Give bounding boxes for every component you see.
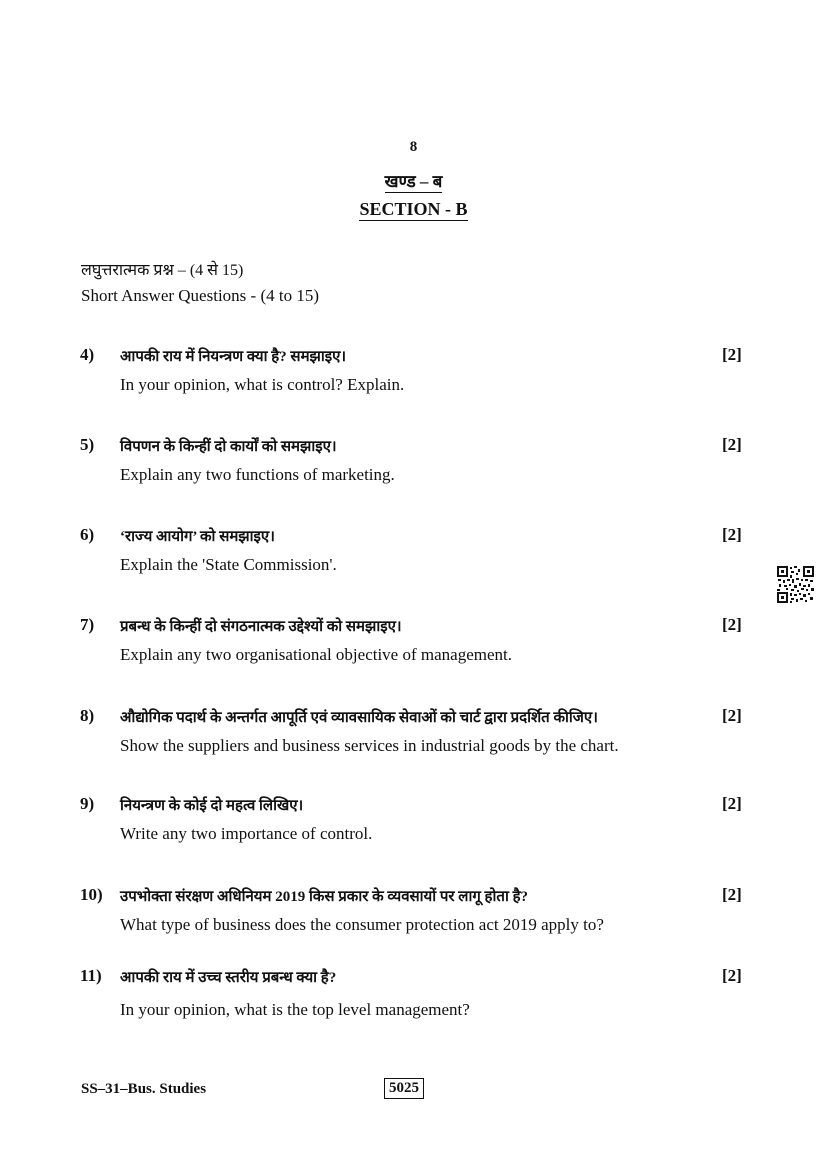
question-number: 4): [80, 345, 95, 364]
question-text-english: Show the suppliers and business services in industrial goods by the chart.: [120, 736, 619, 755]
question-number: 10): [80, 885, 103, 904]
footer-subject-code: SS–31–Bus. Studies: [81, 1081, 207, 1097]
question-number: 7): [80, 615, 95, 634]
question-text-hindi: विपणन के किन्हीं दो कार्यों को समझाइए।: [120, 439, 337, 455]
question-number: 8): [80, 706, 95, 725]
question-number: 6): [80, 525, 95, 544]
question-marks: [2]: [722, 885, 742, 904]
question-marks: [2]: [722, 345, 742, 364]
question-text-hindi: आपकी राय में नियन्त्रण क्या है? समझाइए।: [120, 349, 347, 365]
question-text-english: In your opinion, what is the top level management?: [120, 1000, 470, 1019]
question-marks: [2]: [722, 794, 742, 813]
question-marks: [2]: [722, 525, 742, 544]
question-marks: [2]: [722, 435, 742, 454]
intro-hindi: लघुत्तरात्मक प्रश्न – (4 से 15): [81, 262, 244, 279]
question-text-english: Explain any two functions of marketing.: [120, 465, 395, 484]
question-marks: [2]: [722, 706, 742, 725]
question-text-english: Explain any two organisational objective of management.: [120, 645, 512, 664]
question-text-hindi: नियन्त्रण के कोई दो महत्व लिखिए।: [120, 798, 304, 814]
question-text-english: Write any two importance of control.: [120, 824, 373, 843]
question-text-hindi: ‘राज्य आयोग’ को समझाइए।: [120, 529, 275, 545]
question-marks: [2]: [722, 966, 742, 985]
question-number: 11): [80, 966, 102, 985]
question-text-hindi: आपकी राय में उच्च स्तरीय प्रबन्ध क्या है?: [120, 970, 337, 986]
footer-paper-code: 5025: [384, 1078, 424, 1099]
question-text-hindi: उपभोक्ता संरक्षण अधिनियम 2019 किस प्रकार के व्यवसायों पर लागू होता है?: [120, 889, 529, 905]
qr-code-icon: [777, 566, 814, 603]
page-number: 8: [409, 139, 418, 155]
question-text-english: What type of business does the consumer protection act 2019 apply to?: [120, 915, 604, 934]
question-number: 5): [80, 435, 95, 454]
section-title-english: SECTION - B: [359, 199, 468, 219]
question-text-english: Explain the 'State Commission'.: [120, 555, 337, 574]
intro-english: Short Answer Questions - (4 to 15): [81, 286, 319, 305]
section-title-hindi: खण्ड – ब: [384, 172, 443, 191]
question-text-hindi: प्रबन्ध के किन्हीं दो संगठनात्मक उद्देश्यों को समझाइए।: [120, 619, 402, 635]
question-text-english: In your opinion, what is control? Explain.: [120, 375, 405, 394]
question-marks: [2]: [722, 615, 742, 634]
question-text-hindi: औद्योगिक पदार्थ के अन्तर्गत आपूर्ति एवं व्यावसायिक सेवाओं को चार्ट द्वारा प्रदर्शित कीजिए।: [120, 710, 598, 726]
question-number: 9): [80, 794, 95, 813]
